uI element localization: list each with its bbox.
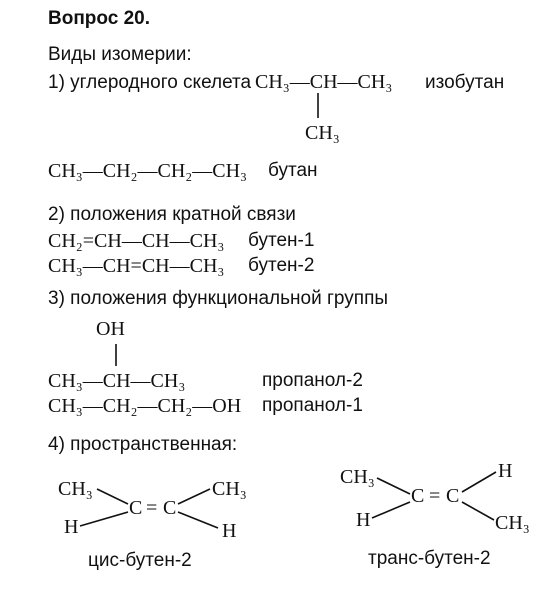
cis-h-left: H [64,516,79,538]
section-1-heading: 1) углеродного скелета [48,72,252,93]
cis-bond-h-left [80,512,128,526]
cis-bond-ch3-left [97,489,128,504]
butane-name: бутан [268,160,318,181]
butene-1-formula: CH₂=CH—CH—CH₃ [48,230,225,252]
propanol-2-oh: OH [96,318,125,340]
cis-h-right: H [222,520,237,542]
isobutane-branch: CH₃ [305,122,340,144]
cis-ch3-left: CH₃ [58,478,93,500]
trans-bond-ch3-left [377,478,410,494]
trans-h-left: H [356,509,371,531]
cis-carbon-2: C [163,497,177,519]
cis-butene-2-name: цис-бутен-2 [88,550,192,571]
trans-ch3-left: CH₃ [340,466,375,488]
trans-ch3-right: CH₃ [495,512,530,534]
section-2-heading: 2) положения кратной связи [48,204,296,225]
trans-h-right: H [498,460,513,482]
cis-bond-ch3-right [178,489,210,504]
cis-carbon-1: C [129,497,143,519]
cis-bond-h-right [178,512,218,528]
cis-double-bond: = [146,497,158,519]
propanol-1-name: пропанол-1 [262,395,363,416]
trans-carbon-2: C [446,485,460,507]
butene-2-name: бутен-2 [248,255,315,276]
section-3-heading: 3) положения функциональной группы [48,288,389,309]
propanol-1-formula: CH₃—CH₂—CH₂—OH [48,395,242,417]
section-4-heading: 4) пространственная: [48,434,238,455]
trans-carbon-1: C [411,485,425,507]
butene-1-name: бутен-1 [248,230,315,251]
butane-formula: CH₃—CH₂—CH₂—CH₃ [48,160,248,182]
question-title: Вопрос 20. [48,8,151,29]
trans-bond-ch3-right [462,502,494,520]
propanol-2-name: пропанол-2 [262,370,363,391]
trans-bond-h-left [372,502,410,518]
trans-butene-2-name: транс-бутен-2 [368,548,491,569]
isobutane-name: изобутан [425,72,505,93]
butene-2-formula: CH₃—CH=CH—CH₃ [48,255,225,277]
cis-ch3-right: CH₃ [212,478,247,500]
propanol-2-formula: CH₃—CH—CH₃ [48,370,186,392]
isomerism-types-label: Виды изомерии: [48,44,192,65]
trans-double-bond: = [429,485,441,507]
trans-bond-h-right [462,472,496,492]
isobutane-main-chain: CH₃—CH—CH₃ [255,71,393,93]
